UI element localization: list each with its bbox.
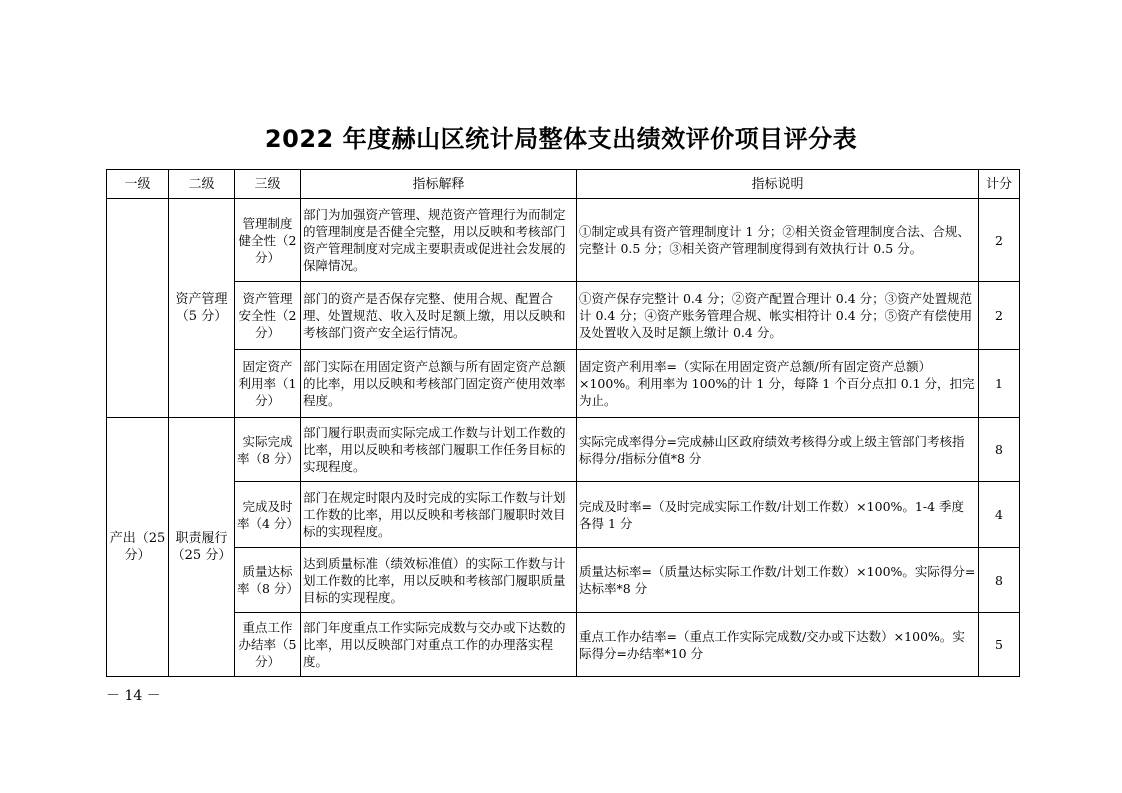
score-cell: 8	[979, 548, 1020, 613]
level2-cell: 职责履行（25 分）	[169, 418, 235, 677]
score-table	[106, 169, 1020, 677]
level3-cell: 完成及时率（4 分）	[235, 482, 301, 548]
description-cell: ①资产保存完整计 0.4 分；②资产配置合理计 0.4 分；③资产处置规范计 0.4 分；④资产账务管理合规、帐实相符计 0.4 分；⑤资产有偿使用及处置收入及时足额上缴计 0.4 分。	[577, 282, 979, 350]
score-cell: 5	[979, 613, 1020, 677]
score-cell: 2	[979, 282, 1020, 350]
level3-cell: 重点工作办结率（5 分）	[235, 613, 301, 677]
table-row	[107, 613, 1020, 677]
level2-cell: 资产管理（5 分）	[169, 199, 235, 418]
description-cell: 完成及时率=（及时完成实际工作数/计划工作数）×100%。1-4 季度各得 1 分	[577, 482, 979, 548]
table-row	[107, 548, 1020, 613]
level3-cell: 固定资产利用率（1 分）	[235, 350, 301, 418]
level3-cell: 实际完成率（8 分）	[235, 418, 301, 482]
level3-cell: 质量达标率（8 分）	[235, 548, 301, 613]
score-cell: 8	[979, 418, 1020, 482]
table-row	[107, 482, 1020, 548]
description-cell: ①制定或具有资产管理制度计 1 分；②相关资金管理制度合法、合规、完整计 0.5 分；③相关资产管理制度得到有效执行计 0.5 分。	[577, 199, 979, 282]
description-cell: 固定资产利用率=（实际在用固定资产总额/所有固定资产总额）×100%。利用率为 100%的计 1 分，每降 1 个百分点扣 0.1 分，扣完为止。	[577, 350, 979, 418]
level3-cell: 管理制度健全性（2 分）	[235, 199, 301, 282]
score-cell: 2	[979, 199, 1020, 282]
header-score: 计分	[979, 170, 1020, 199]
table-row	[107, 350, 1020, 418]
explanation-cell: 部门履行职责而实际完成工作数与计划工作数的比率，用以反映和考核部门履职工作任务目标的实现程度。	[301, 418, 577, 482]
description-cell: 实际完成率得分=完成赫山区政府绩效考核得分或上级主管部门考核指标得分/指标分值*8 分	[577, 418, 979, 482]
explanation-cell: 部门在规定时限内及时完成的实际工作数与计划工作数的比率，用以反映和考核部门履职时效目标的实现程度。	[301, 482, 577, 548]
table-header-row	[107, 170, 1020, 199]
explanation-cell: 部门为加强资产管理、规范资产管理行为而制定的管理制度是否健全完整，用以反映和考核部门资产管理制度对完成主要职责或促进社会发展的保障情况。	[301, 199, 577, 282]
header-level3: 三级	[235, 170, 301, 199]
description-cell: 重点工作办结率=（重点工作实际完成数/交办或下达数）×100%。实际得分=办结率*10 分	[577, 613, 979, 677]
explanation-cell: 部门的资产是否保存完整、使用合规、配置合理、处置规范、收入及时足额上缴，用以反映和考核部门资产安全运行情况。	[301, 282, 577, 350]
explanation-cell: 部门年度重点工作实际完成数与交办或下达数的比率，用以反映部门对重点工作的办理落实程度。	[301, 613, 577, 677]
table-row	[107, 418, 1020, 482]
page-number: － 14 －	[106, 688, 161, 704]
header-level2: 二级	[169, 170, 235, 199]
description-cell: 质量达标率=（质量达标实际工作数/计划工作数）×100%。实际得分=达标率*8 分	[577, 548, 979, 613]
score-cell: 1	[979, 350, 1020, 418]
header-level1: 一级	[107, 170, 169, 199]
explanation-cell: 达到质量标准（绩效标准值）的实际工作数与计划工作数的比率，用以反映和考核部门履职质量目标的实现程度。	[301, 548, 577, 613]
header-description: 指标说明	[577, 170, 979, 199]
table-row	[107, 199, 1020, 282]
header-explanation: 指标解释	[301, 170, 577, 199]
explanation-cell: 部门实际在用固定资产总额与所有固定资产总额的比率，用以反映和考核部门固定资产使用效率程度。	[301, 350, 577, 418]
level3-cell: 资产管理安全性（2 分）	[235, 282, 301, 350]
score-cell: 4	[979, 482, 1020, 548]
level1-cell	[107, 199, 169, 418]
table-row	[107, 282, 1020, 350]
page-title: 2022 年度赫山区统计局整体支出绩效评价项目评分表	[264, 125, 858, 153]
level1-cell: 产出（25 分）	[107, 418, 169, 677]
